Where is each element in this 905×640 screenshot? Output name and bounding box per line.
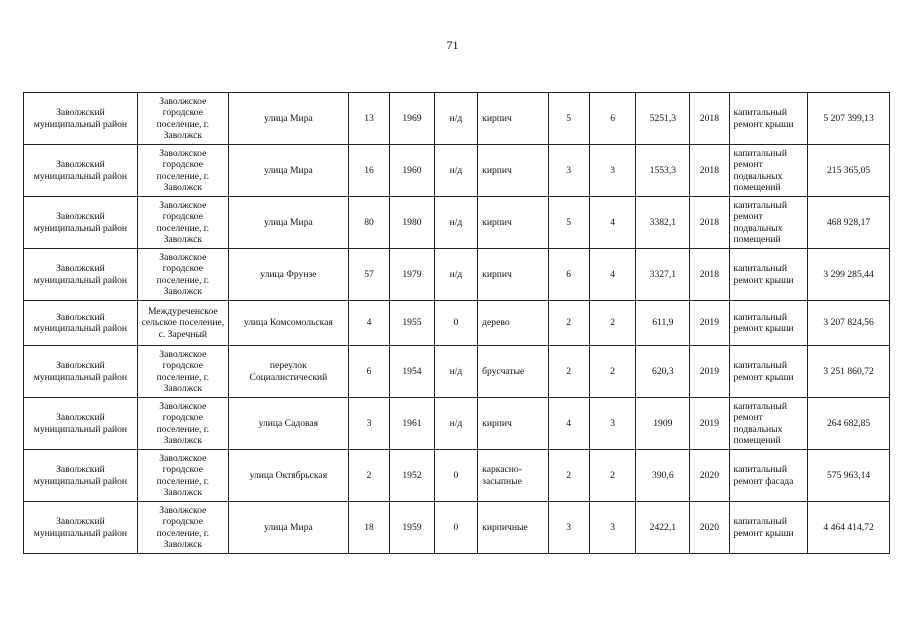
work-type-cell: капитальный ремонт фасада (729, 450, 808, 502)
floors-cell: 3 (548, 502, 589, 554)
share-cell: н/д (434, 398, 477, 450)
area-cell: 611,9 (636, 301, 690, 346)
settlement-cell: Междуреченское сельское поселение, с. Заречный (137, 301, 228, 346)
entrances-cell: 2 (589, 346, 636, 398)
area-cell: 3382,1 (636, 197, 690, 249)
house-number-cell: 4 (348, 301, 389, 346)
cost-cell: 468 928,17 (808, 197, 890, 249)
area-cell: 620,3 (636, 346, 690, 398)
floors-cell: 5 (548, 93, 589, 145)
build-year-cell: 1954 (390, 346, 434, 398)
settlement-cell: Заволжское городское поселение, г. Заволжск (137, 398, 228, 450)
entrances-cell: 2 (589, 450, 636, 502)
work-type-cell: капитальный ремонт крыши (729, 346, 808, 398)
settlement-cell: Заволжское городское поселение, г. Заволжск (137, 145, 228, 197)
table-row (24, 450, 890, 502)
work-type-cell: капитальный ремонт крыши (729, 93, 808, 145)
table-row (24, 249, 890, 301)
house-number-cell: 6 (348, 346, 389, 398)
area-cell: 390,6 (636, 450, 690, 502)
floors-cell: 4 (548, 398, 589, 450)
settlement-cell: Заволжское городское поселение, г. Заволжск (137, 93, 228, 145)
plan-year-cell: 2020 (690, 450, 729, 502)
cost-cell: 215 365,05 (808, 145, 890, 197)
table-row (24, 197, 890, 249)
area-cell: 3327,1 (636, 249, 690, 301)
settlement-cell: Заволжское городское поселение, г. Заволжск (137, 502, 228, 554)
wall-material-cell: брусчатые (478, 346, 548, 398)
street-cell: улица Комсомольская (228, 301, 348, 346)
street-cell: улица Мира (228, 197, 348, 249)
settlement-cell: Заволжское городское поселение, г. Заволжск (137, 450, 228, 502)
wall-material-cell: каркасно-засыпные (478, 450, 548, 502)
street-cell: улица Фрунзе (228, 249, 348, 301)
house-number-cell: 2 (348, 450, 389, 502)
floors-cell: 2 (548, 301, 589, 346)
entrances-cell: 3 (589, 145, 636, 197)
cost-cell: 4 464 414,72 (808, 502, 890, 554)
street-cell: улица Садовая (228, 398, 348, 450)
work-type-cell: капитальный ремонт крыши (729, 502, 808, 554)
plan-year-cell: 2019 (690, 301, 729, 346)
street-cell: улица Мира (228, 502, 348, 554)
share-cell: н/д (434, 197, 477, 249)
plan-year-cell: 2019 (690, 346, 729, 398)
district-cell: Заволжский муниципальный район (24, 145, 138, 197)
share-cell: н/д (434, 93, 477, 145)
housing-repair-table (23, 92, 890, 554)
district-cell: Заволжский муниципальный район (24, 93, 138, 145)
entrances-cell: 4 (589, 197, 636, 249)
work-type-cell: капитальный ремонт подвальных помещений (729, 197, 808, 249)
house-number-cell: 13 (348, 93, 389, 145)
build-year-cell: 1969 (390, 93, 434, 145)
build-year-cell: 1979 (390, 249, 434, 301)
area-cell: 1553,3 (636, 145, 690, 197)
floors-cell: 2 (548, 346, 589, 398)
work-type-cell: капитальный ремонт крыши (729, 249, 808, 301)
street-cell: улица Октябрьская (228, 450, 348, 502)
street-cell: улица Мира (228, 145, 348, 197)
plan-year-cell: 2018 (690, 93, 729, 145)
street-cell: улица Мира (228, 93, 348, 145)
wall-material-cell: кирпич (478, 93, 548, 145)
build-year-cell: 1952 (390, 450, 434, 502)
build-year-cell: 1959 (390, 502, 434, 554)
page-number: 71 (446, 38, 459, 52)
district-cell: Заволжский муниципальный район (24, 502, 138, 554)
entrances-cell: 2 (589, 301, 636, 346)
house-number-cell: 3 (348, 398, 389, 450)
floors-cell: 5 (548, 197, 589, 249)
wall-material-cell: кирпич (478, 145, 548, 197)
cost-cell: 3 251 860,72 (808, 346, 890, 398)
cost-cell: 3 299 285,44 (808, 249, 890, 301)
share-cell: 0 (434, 450, 477, 502)
share-cell: н/д (434, 346, 477, 398)
work-type-cell: капитальный ремонт подвальных помещений (729, 145, 808, 197)
work-type-cell: капитальный ремонт крыши (729, 301, 808, 346)
share-cell: н/д (434, 249, 477, 301)
build-year-cell: 1955 (390, 301, 434, 346)
floors-cell: 2 (548, 450, 589, 502)
district-cell: Заволжский муниципальный район (24, 197, 138, 249)
table-row (24, 502, 890, 554)
build-year-cell: 1960 (390, 145, 434, 197)
plan-year-cell: 2019 (690, 398, 729, 450)
wall-material-cell: кирпич (478, 249, 548, 301)
table-row (24, 145, 890, 197)
wall-material-cell: кирпич (478, 398, 548, 450)
settlement-cell: Заволжское городское поселение, г. Заволжск (137, 249, 228, 301)
entrances-cell: 6 (589, 93, 636, 145)
area-cell: 1909 (636, 398, 690, 450)
area-cell: 5251,3 (636, 93, 690, 145)
build-year-cell: 1961 (390, 398, 434, 450)
street-cell: переулок Социалистический (228, 346, 348, 398)
district-cell: Заволжский муниципальный район (24, 398, 138, 450)
wall-material-cell: кирпич (478, 197, 548, 249)
house-number-cell: 80 (348, 197, 389, 249)
table-row (24, 398, 890, 450)
entrances-cell: 3 (589, 398, 636, 450)
cost-cell: 3 207 824,56 (808, 301, 890, 346)
cost-cell: 5 207 399,13 (808, 93, 890, 145)
district-cell: Заволжский муниципальный район (24, 301, 138, 346)
district-cell: Заволжский муниципальный район (24, 450, 138, 502)
share-cell: 0 (434, 502, 477, 554)
wall-material-cell: дерево (478, 301, 548, 346)
area-cell: 2422,1 (636, 502, 690, 554)
cost-cell: 575 963,14 (808, 450, 890, 502)
plan-year-cell: 2020 (690, 502, 729, 554)
settlement-cell: Заволжское городское поселение, г. Заволжск (137, 346, 228, 398)
house-number-cell: 57 (348, 249, 389, 301)
build-year-cell: 1980 (390, 197, 434, 249)
floors-cell: 6 (548, 249, 589, 301)
table-row (24, 301, 890, 346)
work-type-cell: капитальный ремонт подвальных помещений (729, 398, 808, 450)
floors-cell: 3 (548, 145, 589, 197)
house-number-cell: 16 (348, 145, 389, 197)
cost-cell: 264 682,85 (808, 398, 890, 450)
table-body (24, 93, 890, 554)
table-row (24, 93, 890, 145)
share-cell: 0 (434, 301, 477, 346)
plan-year-cell: 2018 (690, 197, 729, 249)
plan-year-cell: 2018 (690, 145, 729, 197)
district-cell: Заволжский муниципальный район (24, 346, 138, 398)
share-cell: н/д (434, 145, 477, 197)
district-cell: Заволжский муниципальный район (24, 249, 138, 301)
house-number-cell: 18 (348, 502, 389, 554)
plan-year-cell: 2018 (690, 249, 729, 301)
settlement-cell: Заволжское городское поселение, г. Заволжск (137, 197, 228, 249)
entrances-cell: 3 (589, 502, 636, 554)
entrances-cell: 4 (589, 249, 636, 301)
table-row (24, 346, 890, 398)
wall-material-cell: кирпичные (478, 502, 548, 554)
